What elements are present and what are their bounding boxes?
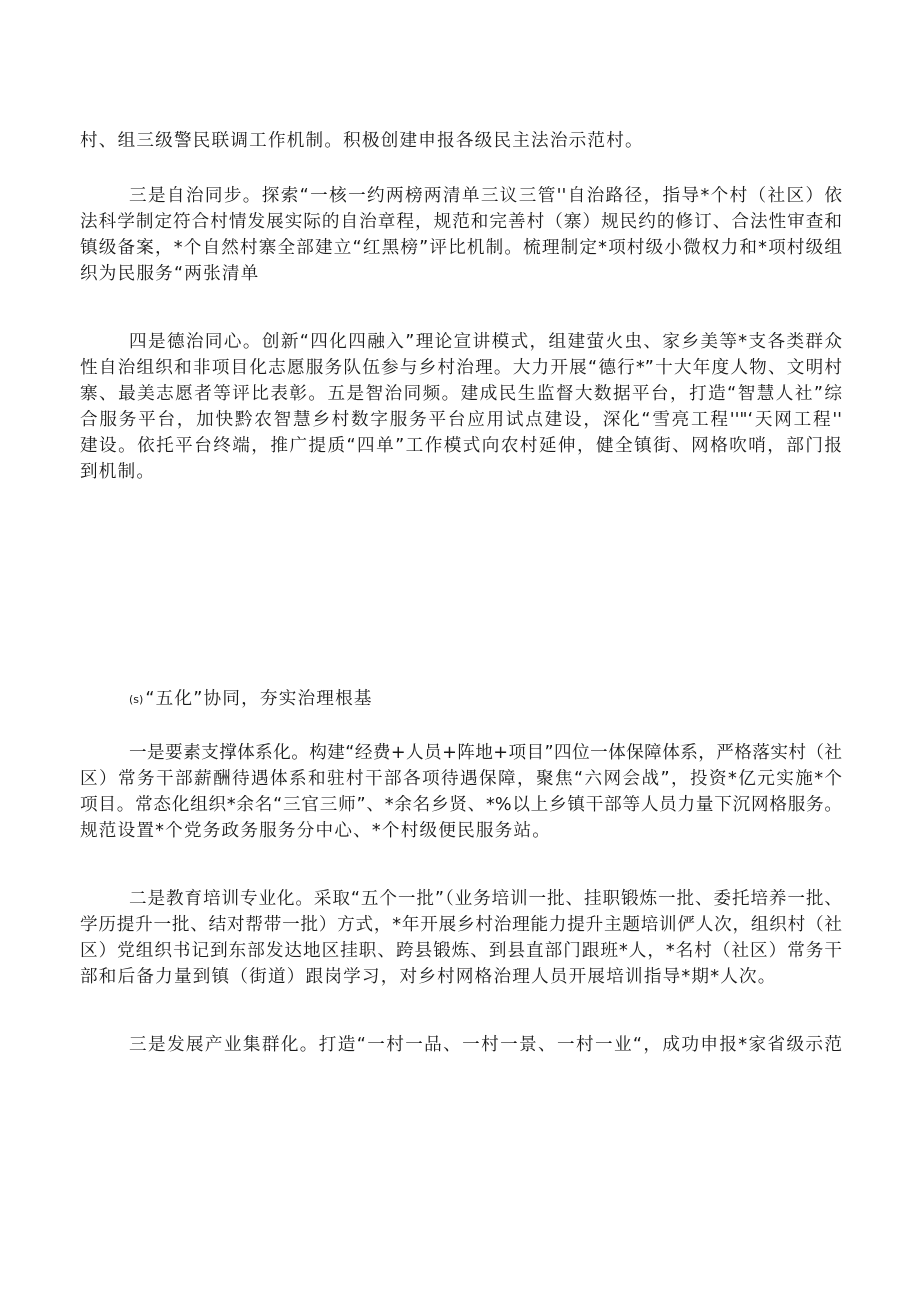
text-line: 三是自治同步。探索“一核一约两榜两清单三议三管''自治路径，指导*个村（社区）依 (129, 186, 842, 206)
text-line: 建设。依托平台终端，推广提质“四单”工作模式向农村延伸，健全镇街、网格吹哨，部门报 (80, 436, 842, 456)
text-line: 三是发展产业集群化。打造“一村一品、一村一景、一村一业“，成功申报*家省级示范 (129, 1035, 842, 1055)
text-line: 区）党组织书记到东部发达地区挂职、跨县锻炼、到县直部门跟班*人，*名村（社区）常务干 (80, 941, 842, 961)
text-line: 项目。常态化组织*余名“三官三师”、*余名乡贤、*%以上乡镇干部等人员力量下沉网格服务。 (80, 795, 842, 815)
text-line: 一是要素支撑体系化。构建“经费+人员+阵地+项目”四位一体保障体系，严格落实村（社 (129, 743, 842, 763)
text-line: 村、组三级警民联调工作机制。积极创建申报各级民主法治示范村。 (80, 131, 644, 151)
text-line: 寨、最美志愿者等评比表彰。五是智治同频。建成民生监督大数据平台，打造“智慧人社”综 (80, 384, 842, 404)
text-line: 到机制。 (80, 462, 156, 482)
text-line: 镇级备案，*个自然村寨全部建立“红黑榜”评比机制。梳理制定*项村级小微权力和*项村级组 (80, 238, 842, 258)
text-line: 四是德治同心。创新“四化四融入”理论宣讲模式，组建萤火虫、家乡美等*支各类群众 (129, 332, 842, 352)
text-line: 区）常务干部薪酬待遇体系和驻村干部各项待遇保障，聚焦“六网会战”，投资*亿元实施*个 (80, 769, 842, 789)
text-line: 性自治组织和非项目化志愿服务队伍参与乡村治理。大力开展“德行*”十大年度人物、文明村 (80, 358, 842, 378)
text-line: 织为民服务“两张清单 (80, 264, 260, 284)
text-line: 法科学制定符合村情发展实际的自治章程，规范和完善村（寨）规民约的修订、合法性审查和 (80, 212, 842, 232)
heading-mark: (s) (129, 693, 144, 706)
text-line: 二是教育培训专业化。采取“五个一批”（业务培训一批、挂职锻炼一批、委托培养一批、 (129, 889, 842, 909)
text-line: 规范设置*个党务政务服务分中心、*个村级便民服务站。 (80, 821, 552, 841)
text-line: 学历提升一批、结对帮带一批）方式，*年开展乡村治理能力提升主题培训俨人次，组织村（社 (80, 915, 842, 935)
section-heading (129, 687, 373, 712)
text-line: 部和后备力量到镇（街道）跟岗学习，对乡村网格治理人员开展培训指导*期*人次。 (80, 967, 777, 987)
heading-text: “五化”协同，夯实治理根基 (145, 689, 373, 709)
text-line: 合服务平台，加快黔农智慧乡村数字服务平台应用试点建设，深化“雪亮工程''"‘天网工程'' (80, 410, 842, 430)
